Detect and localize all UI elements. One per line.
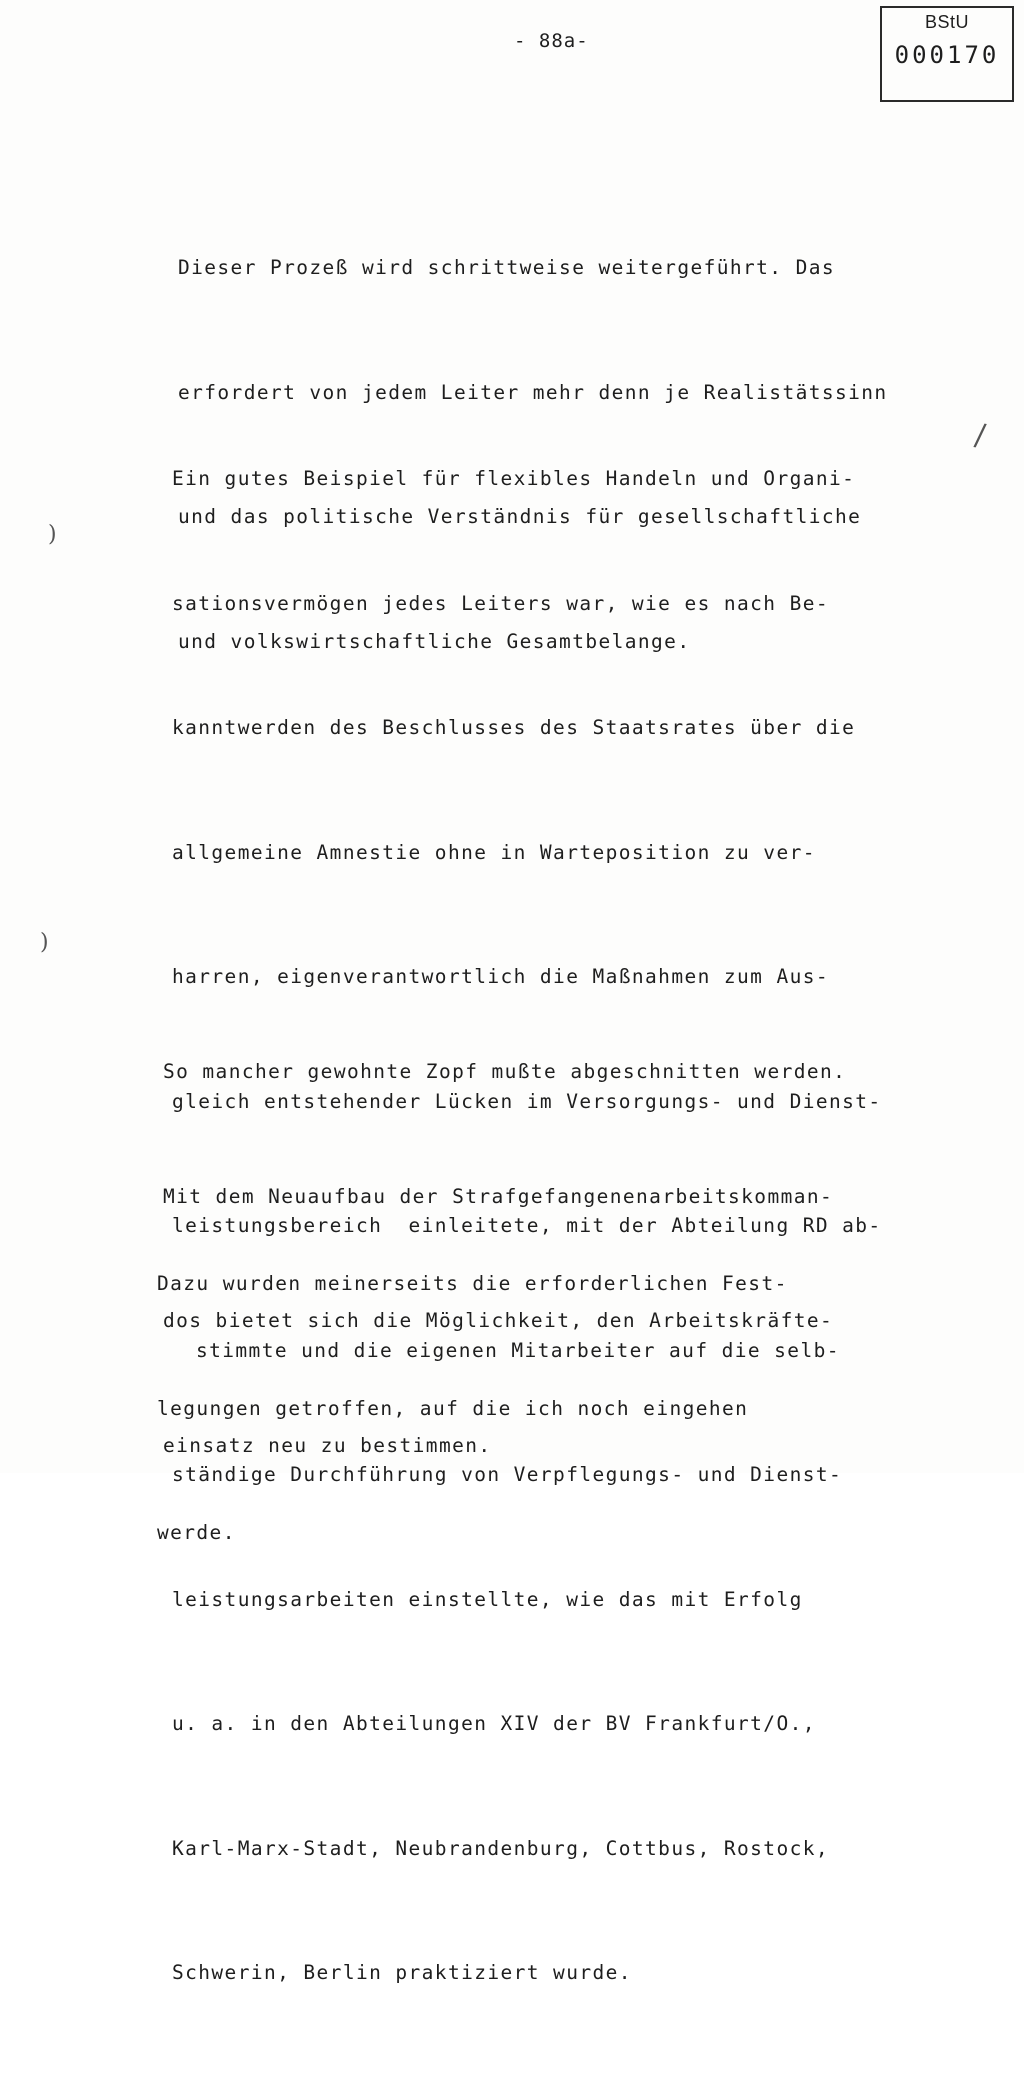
stamp-org: BStU — [924, 12, 969, 32]
page-number: - 88a- — [514, 30, 589, 52]
text-line: harren, eigenverantwortlich die Maßnahmen zum Aus- — [172, 965, 829, 988]
text-line: leistungsarbeiten einstellte, wie das mit Erfolg — [172, 1587, 803, 1611]
text-line: Karl-Marx-Stadt, Neubrandenburg, Cottbus, Rostock, — [172, 1836, 829, 1860]
text-line: stimmte und die eigenen Mitarbeiter auf die selb- — [196, 1338, 840, 1362]
text-line: legungen getroffen, auf die ich noch eingehen — [157, 1396, 749, 1420]
text-line: sationsvermögen jedes Leiters war, wie es nach Be- — [172, 591, 829, 615]
text-line: dos bietet sich die Möglichkeit, den Arbeitskräfte- — [163, 1309, 834, 1332]
text-line: gleich entstehender Lücken im Versorgungs- und Dienst- — [172, 1089, 882, 1113]
text-line: Dieser Prozeß wird schrittweise weitergeführt. Das — [178, 256, 835, 279]
text-line: allgemeine Amnestie ohne in Warteposition zu ver- — [172, 840, 816, 864]
text-line: einsatz neu zu bestimmen. — [163, 1433, 492, 1457]
text-line: So mancher gewohnte Zopf mußte abgeschnitten werden. — [163, 1060, 847, 1083]
stamp-number: 000170 — [894, 41, 1000, 69]
text-line: Schwerin, Berlin praktiziert wurde. — [172, 1961, 632, 1984]
margin-mark: / — [972, 417, 988, 454]
text-line: kanntwerden des Beschlusses des Staatsrates über die — [172, 716, 856, 739]
margin-mark: ) — [40, 930, 49, 955]
paragraph-4 — [157, 1180, 788, 1637]
text-line: Ein gutes Beispiel für flexibles Handeln und Organi- — [172, 467, 856, 490]
text-line: ständige Durchführung von Verpflegungs- und Dienst- — [172, 1463, 843, 1486]
text-line: leistungsbereich einleitete, mit der Abteilung RD ab- — [172, 1214, 882, 1237]
text-line: und volkswirtschaftliche Gesamtbelange. — [178, 629, 691, 653]
text-line: und das politische Verständnis für gesellschaftliche — [178, 505, 862, 528]
archive-stamp — [880, 6, 1014, 102]
text-line: Dazu wurden meinerseits die erforderlichen Fest- — [157, 1272, 788, 1295]
text-line: werde. — [157, 1521, 236, 1544]
text-line: Mit dem Neuaufbau der Strafgefangenenarbeitskomman- — [163, 1184, 834, 1208]
text-line: u. a. in den Abteilungen XIV der BV Frankfurt/O., — [172, 1712, 816, 1735]
margin-mark: ) — [48, 522, 57, 547]
text-line: erfordert von jedem Leiter mehr denn je Realistätssinn — [178, 380, 888, 404]
